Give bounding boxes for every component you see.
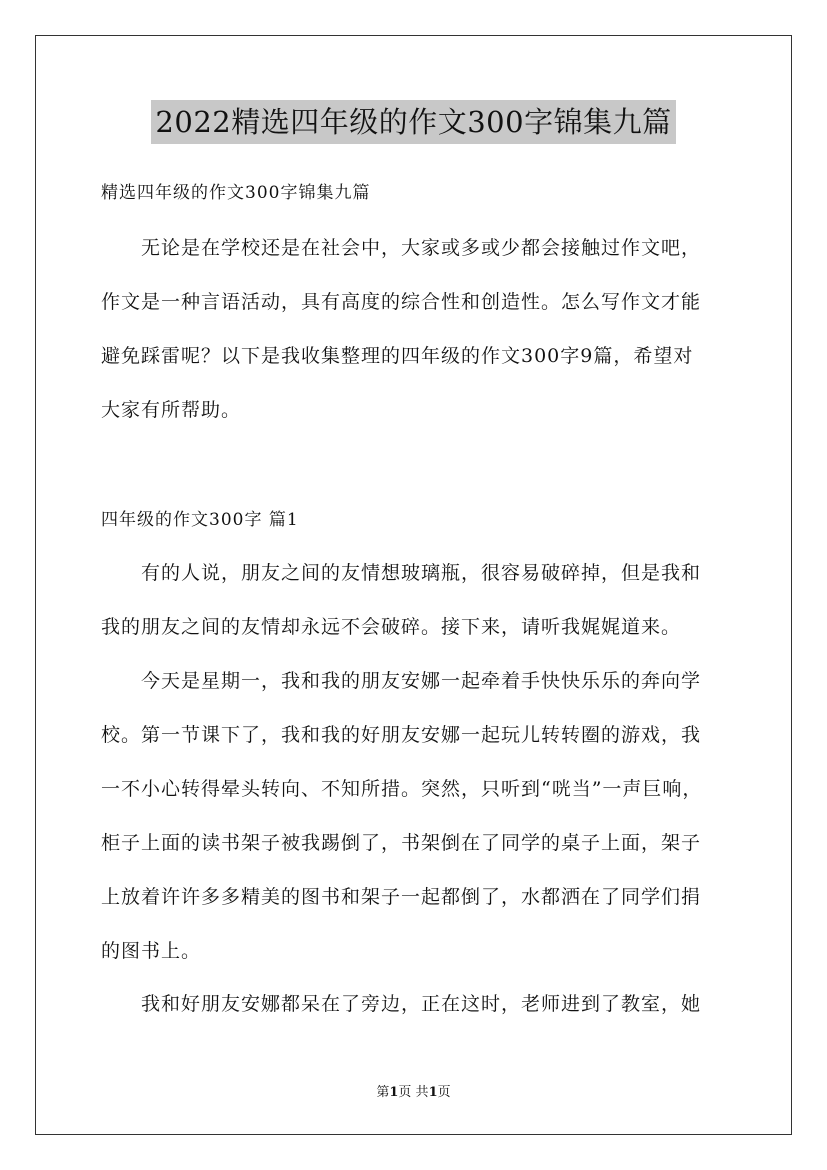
paragraph-3 bbox=[101, 977, 741, 1031]
intro-line: 大家有所帮助。 bbox=[101, 399, 242, 421]
paragraph-line: 的图书上。 bbox=[101, 940, 202, 962]
paragraph-line: 今天是星期一，我和我的朋友安娜一起牵着手快快乐乐的奔向学 bbox=[141, 670, 702, 692]
document-subtitle: 精选四年级的作文300字锦集九篇 bbox=[101, 183, 371, 203]
paragraph-line: 有的人说，朋友之间的友情想玻璃瓶，很容易破碎掉，但是我和 bbox=[141, 562, 702, 584]
footer-page-current: 1 bbox=[389, 1085, 399, 1100]
paragraph-1 bbox=[101, 546, 741, 654]
intro-line: 作文是一种言语活动，具有高度的综合性和创造性。怎么写作文才能 bbox=[101, 291, 702, 313]
footer-page-total: 1 bbox=[428, 1085, 438, 1100]
paragraph-line: 我和好朋友安娜都呆在了旁边，正在这时，老师进到了教室，她 bbox=[141, 993, 702, 1015]
footer-page-suffix: 页 bbox=[437, 1085, 451, 1100]
intro-line: 无论是在学校还是在社会中，大家或多或少都会接触过作文吧， bbox=[141, 237, 702, 259]
intro-paragraph bbox=[101, 221, 741, 437]
paragraph-2 bbox=[101, 654, 741, 978]
footer-page-mid: 页 共 bbox=[398, 1085, 429, 1100]
document-title bbox=[0, 100, 827, 144]
paragraph-line: 一不小心转得晕头转向、不知所措。突然，只听到“咣当”一声巨响， bbox=[101, 778, 703, 800]
section-heading: 四年级的作文300字 篇1 bbox=[101, 510, 299, 530]
paragraph-line: 我的朋友之间的友情却永远不会破碎。接下来，请听我娓娓道来。 bbox=[101, 616, 682, 638]
footer-page-prefix: 第 bbox=[376, 1085, 390, 1100]
document-title-text: 2022精选四年级的作文300字锦集九篇 bbox=[151, 100, 675, 144]
paragraph-line: 上放着许许多多精美的图书和架子一起都倒了，水都洒在了同学们捐 bbox=[101, 886, 702, 908]
paragraph-line: 柜子上面的读书架子被我踢倒了，书架倒在了同学的桌子上面，架子 bbox=[101, 832, 702, 854]
page-footer bbox=[0, 1084, 827, 1102]
intro-line: 避免踩雷呢？以下是我收集整理的四年级的作文300字9篇，希望对 bbox=[101, 345, 694, 367]
paragraph-line: 校。第一节课下了，我和我的好朋友安娜一起玩儿转转圈的游戏，我 bbox=[101, 724, 702, 746]
